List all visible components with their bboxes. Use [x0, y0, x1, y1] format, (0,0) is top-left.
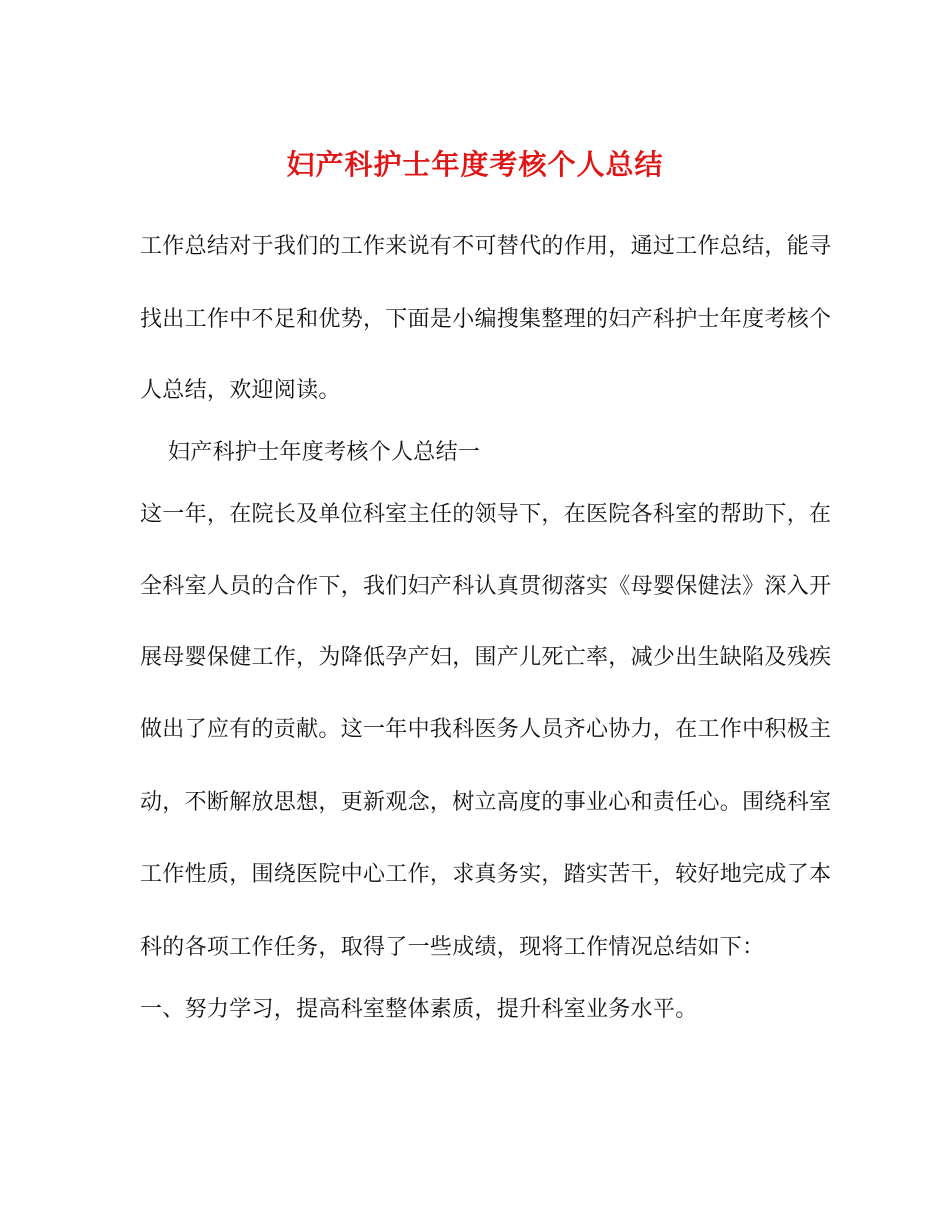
- body-line-7: 科的各项工作任务，取得了一些成绩，现将工作情况总结如下：: [140, 935, 765, 960]
- body-line-5: 动，不断解放思想，更新观念，树立高度的事业心和责任心。围绕科室: [140, 790, 832, 815]
- body-line-3: 展母婴保健工作，为降低孕产妇，围产儿死亡率，减少出生缺陷及残疾: [140, 645, 832, 670]
- intro-line-1: 工作总结对于我们的工作来说有不可替代的作用，通过工作总结，能寻: [140, 234, 832, 259]
- intro-line-3: 人总结，欢迎阅读。: [140, 378, 341, 403]
- body-line-2: 全科室人员的合作下，我们妇产科认真贯彻落实《母婴保健法》深入开: [140, 574, 832, 599]
- section-heading: 一、努力学习，提高科室整体素质，提升科室业务水平。: [140, 997, 698, 1022]
- body-line-6: 工作性质，围绕医院中心工作，求真务实，踏实苦干，较好地完成了本: [140, 862, 832, 887]
- body-line-4: 做出了应有的贡献。这一年中我科医务人员齐心协力，在工作中积极主: [140, 717, 832, 742]
- subheading: 妇产科护士年度考核个人总结一: [168, 440, 481, 465]
- intro-line-2: 找出工作中不足和优势，下面是小编搜集整理的妇产科护士年度考核个: [140, 307, 832, 332]
- body-line-1: 这一年，在院长及单位科室主任的领导下，在医院各科室的帮助下，在: [140, 502, 832, 527]
- document-title: 妇产科护士年度考核个人总结: [286, 148, 664, 181]
